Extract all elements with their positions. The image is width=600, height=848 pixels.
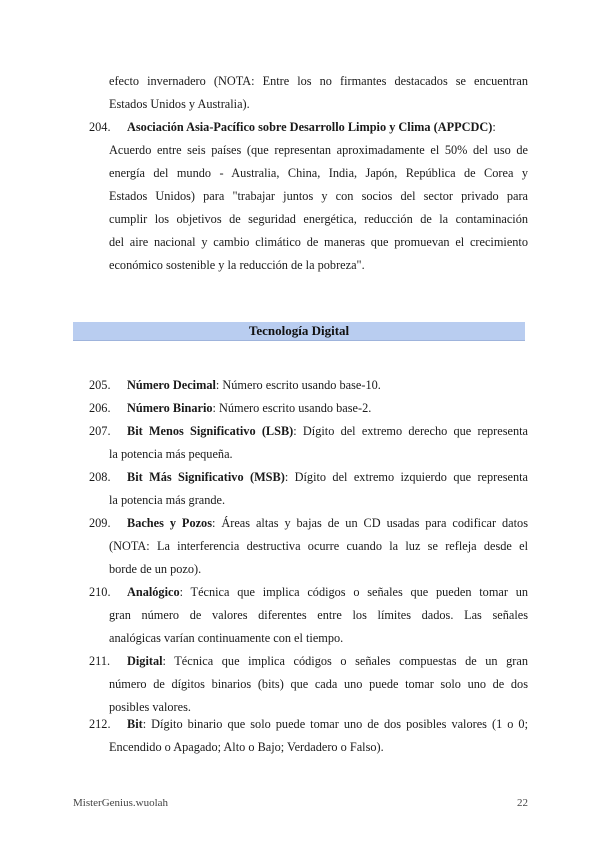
item-definition-start: : Técnica que implica códigos o señales que pueden tomar un <box>179 585 528 599</box>
item-continuation-line: (NOTA: La interferencia destructiva ocurre cuando la luz se refleja desde el <box>109 539 528 553</box>
item-definition-start: : Áreas altas y bajas de un CD usadas para codificar datos <box>211 516 528 530</box>
item-number: 205. <box>89 378 111 392</box>
item-204-line: cumplir los objetivos de seguridad energética, reducción de la contaminación <box>109 212 528 226</box>
item-204-colon: : <box>492 120 496 134</box>
item-continuation-line: número de dígitos binarios (bits) que cada uno puede tomar solo uno de dos <box>109 677 528 691</box>
footer-left-text: MisterGenius.wuolah <box>73 797 169 809</box>
page-number: 22 <box>517 797 528 809</box>
continuation-line-1: efecto invernadero (NOTA: Entre los no firmantes destacados se encuentran <box>109 74 528 88</box>
item-term: Bit Más Significativo (MSB) <box>127 470 285 484</box>
item-first-line <box>127 469 528 485</box>
section-heading-banner: Tecnología Digital <box>73 322 525 341</box>
item-term: Número Binario <box>127 401 213 415</box>
item-continuation-line: la potencia más grande. <box>109 493 226 507</box>
continuation-line-2: Estados Unidos y Australia). <box>109 97 250 111</box>
item-number: 206. <box>89 401 111 415</box>
item-number: 209. <box>89 516 111 530</box>
item-continuation-line: gran número de valores diferentes entre los límites dados. Las señales <box>109 608 528 622</box>
item-number: 207. <box>89 424 111 438</box>
item-definition-start: : Número escrito usando base-2. <box>212 401 372 415</box>
item-term: Baches y Pozos <box>127 516 212 530</box>
item-first-line <box>127 400 371 416</box>
item-definition-start: : Dígito del extremo derecho que representa <box>293 424 528 438</box>
item-204-heading <box>127 119 496 135</box>
item-number: 210. <box>89 585 111 599</box>
item-204-line: del aire nacional y cambio climático de maneras que promuevan el crecimiento <box>109 235 528 249</box>
item-continuation-line: la potencia más pequeña. <box>109 447 233 461</box>
item-term: Analógico <box>127 585 180 599</box>
item-first-line <box>127 515 528 531</box>
item-number-204: 204. <box>89 120 111 134</box>
item-term: Bit <box>127 717 143 731</box>
item-first-line <box>127 584 528 600</box>
item-continuation-line: Encendido o Apagado; Alto o Bajo; Verdadero o Falso). <box>109 740 384 754</box>
item-term: Número Decimal <box>127 378 216 392</box>
item-definition-start: : Dígito binario que solo puede tomar uno de dos posibles valores (1 o 0; <box>142 717 528 731</box>
item-term: Bit Menos Significativo (LSB) <box>127 424 294 438</box>
item-204-line: energía del mundo - Australia, China, India, Japón, República de Corea y <box>109 166 528 180</box>
item-number: 212. <box>89 717 111 731</box>
item-204-line: económico sostenible y la reducción de la pobreza". <box>109 258 365 272</box>
item-number: 208. <box>89 470 111 484</box>
item-204-term: Asociación Asia-Pacífico sobre Desarrollo Limpio y Clima (APPCDC) <box>127 120 493 134</box>
item-204-line: Acuerdo entre seis países (que representan aproximadamente el 50% del uso de <box>109 143 528 157</box>
item-definition-start: : Número escrito usando base-10. <box>215 378 381 392</box>
item-first-line <box>127 423 528 439</box>
item-first-line <box>127 653 528 669</box>
item-continuation-line: posibles valores. <box>109 700 191 714</box>
item-continuation-line: borde de un pozo). <box>109 562 202 576</box>
item-204-line: Estados Unidos) para "trabajar juntos y con socios del sector privado para <box>109 189 528 203</box>
item-continuation-line: analógicas varían continuamente con el tiempo. <box>109 631 344 645</box>
item-first-line <box>127 716 528 732</box>
item-term: Digital <box>127 654 163 668</box>
item-definition-start: : Dígito del extremo izquierdo que representa <box>284 470 528 484</box>
item-first-line <box>127 377 381 393</box>
item-definition-start: : Técnica que implica códigos o señales compuestas de un gran <box>162 654 528 668</box>
item-number: 211. <box>89 654 111 668</box>
